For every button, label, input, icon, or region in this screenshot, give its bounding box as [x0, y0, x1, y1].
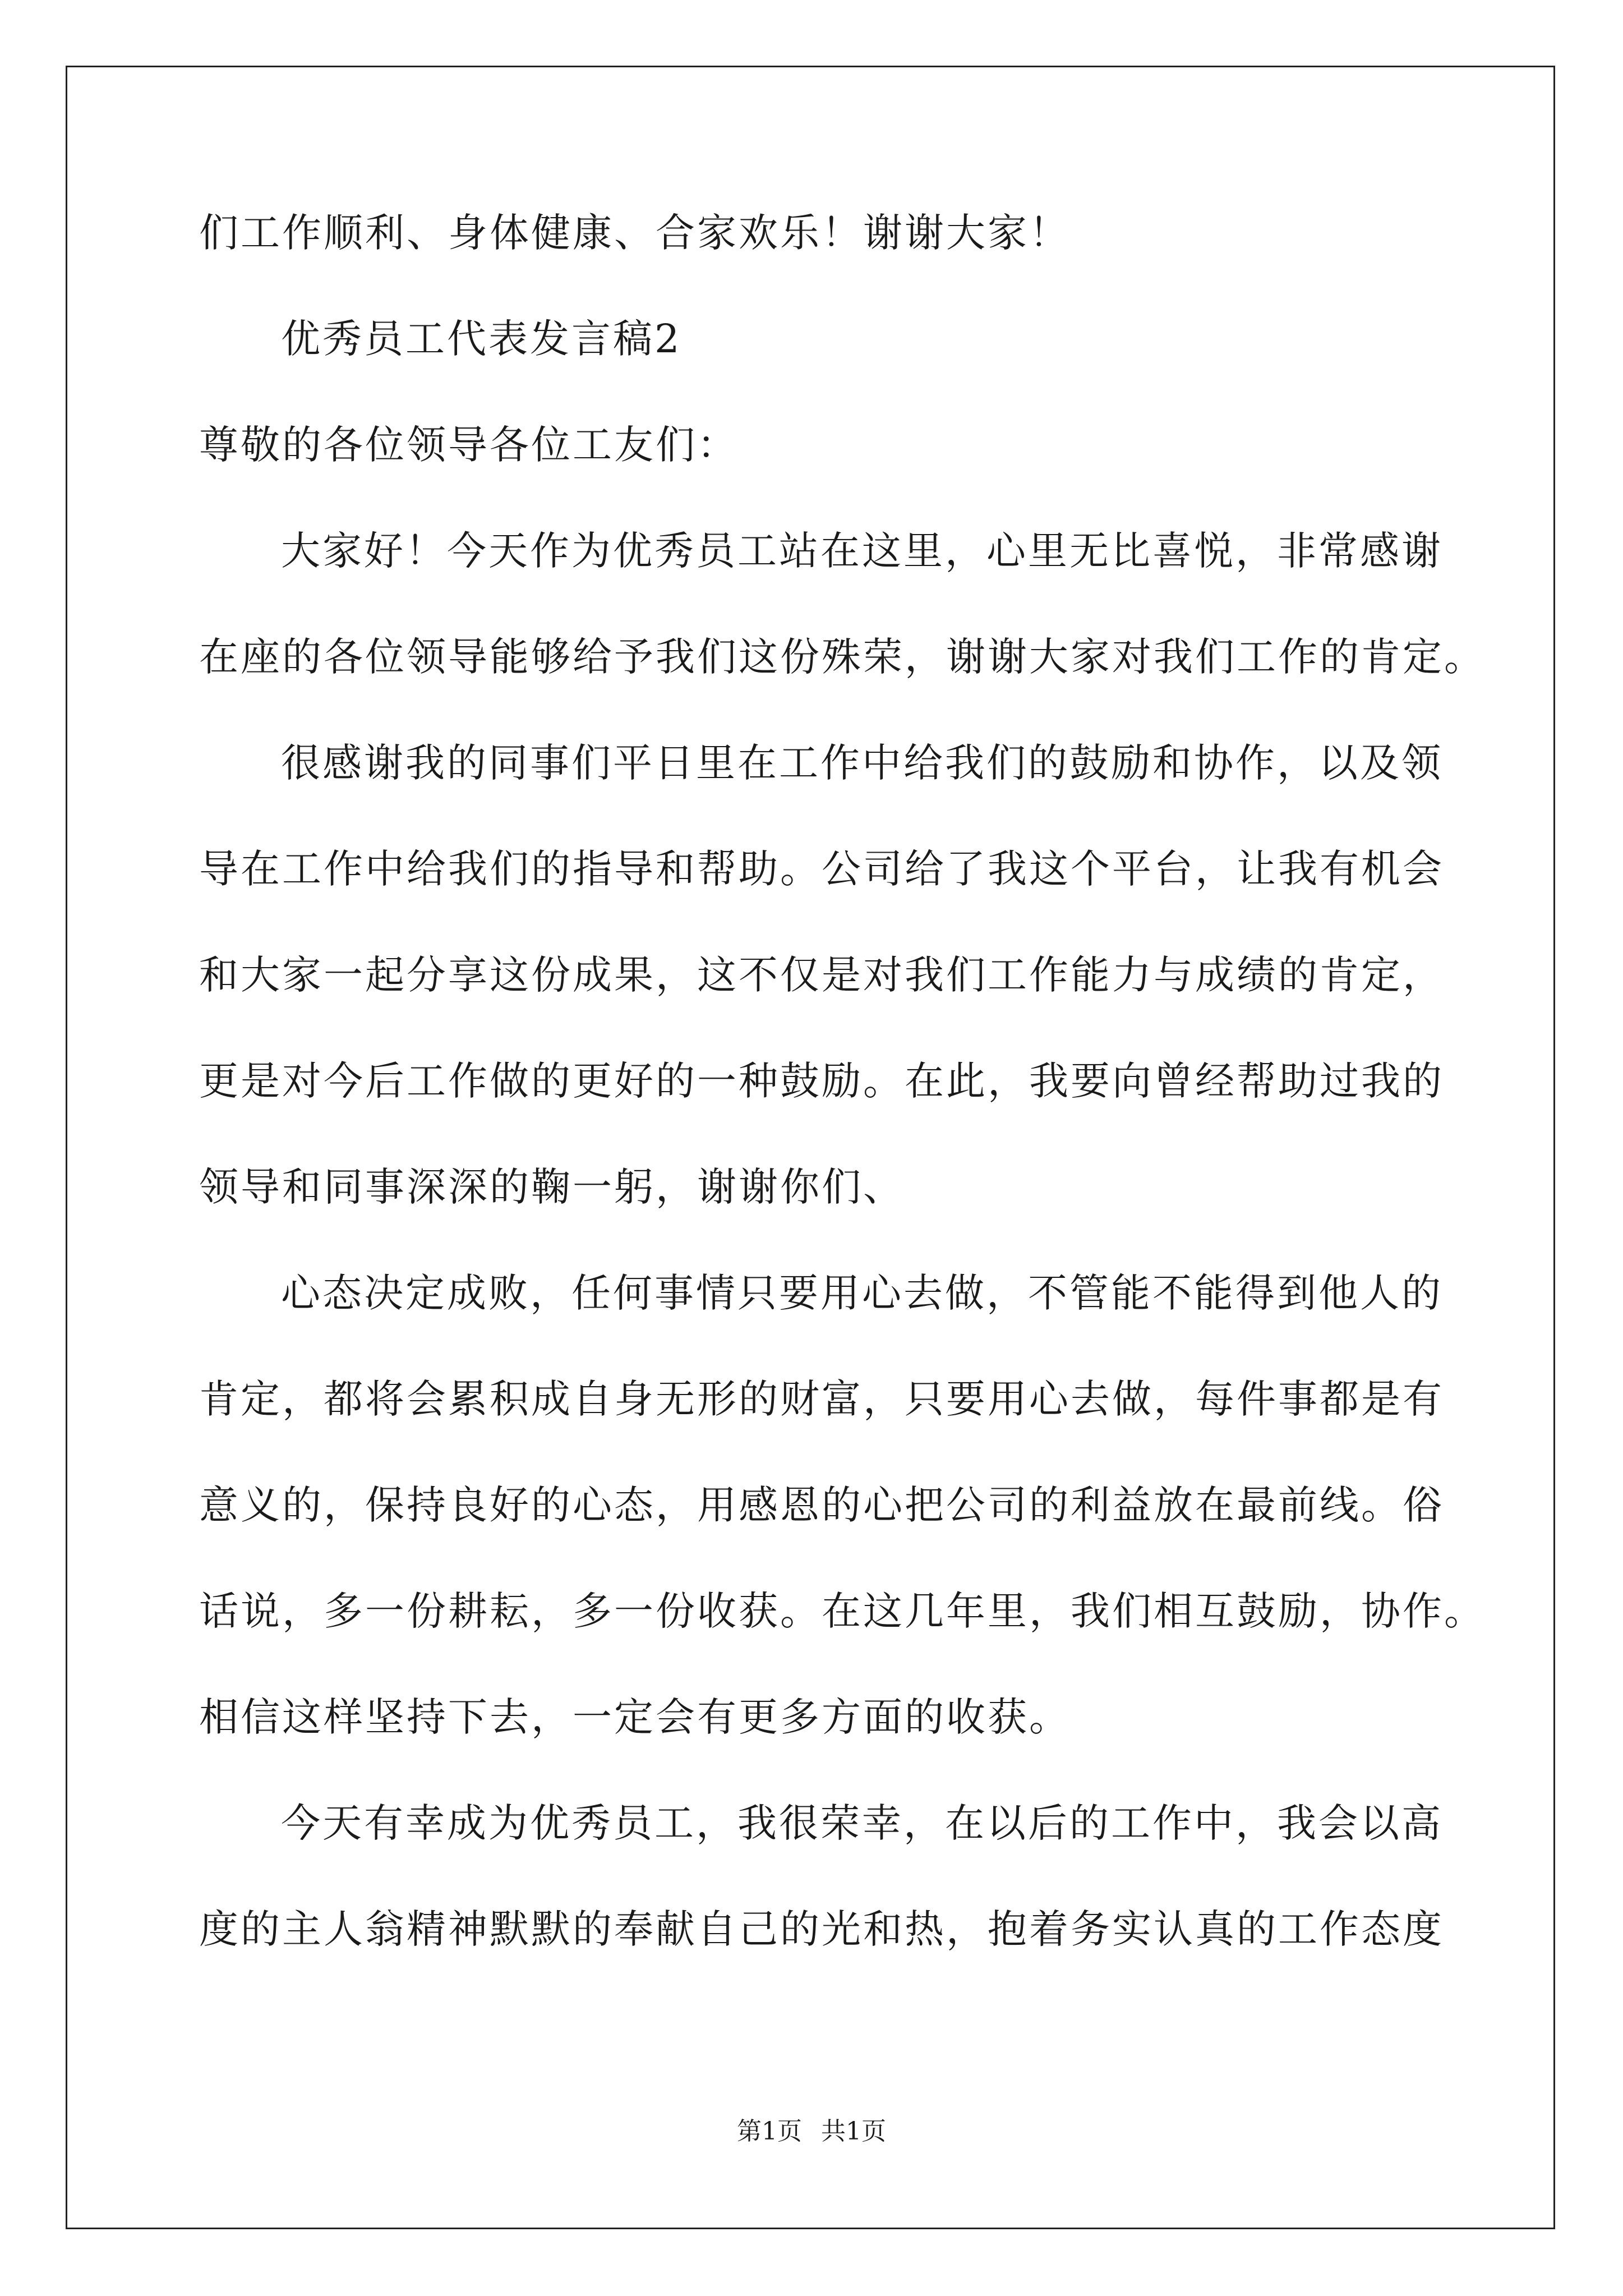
text-line: 们工作顺利、身体健康、合家欢乐！谢谢大家！: [199, 210, 1071, 256]
text-line: 度的主人翁精神默默的奉献自己的光和热，抱着务实认真的工作态度: [199, 1906, 1444, 1952]
text-line: 心态决定成败，任何事情只要用心去做，不管能不能得到他人的: [281, 1270, 1443, 1316]
text-line: 话说，多一份耕耘，多一份收获。在这几年里，我们相互鼓励，协作。: [199, 1588, 1486, 1634]
text-line: 相信这样坚持下去，一定会有更多方面的收获。: [199, 1694, 1071, 1740]
text-line: 导在工作中给我们的指导和帮助。公司给了我这个平台，让我有机会: [199, 846, 1444, 892]
text-line: 肯定，都将会累积成自身无形的财富，只要用心去做，每件事都是有: [199, 1376, 1444, 1422]
text-line: 今天有幸成为优秀员工，我很荣幸，在以后的工作中，我会以高: [281, 1800, 1443, 1846]
text-line: 意义的，保持良好的心态，用感恩的心把公司的利益放在最前线。俗: [199, 1482, 1444, 1528]
text-line: 大家好！今天作为优秀员工站在这里，心里无比喜悦，非常感谢: [281, 528, 1443, 574]
text-line: 很感谢我的同事们平日里在工作中给我们的鼓励和协作，以及领: [281, 740, 1443, 786]
text-line: 和大家一起分享这份成果，这不仅是对我们工作能力与成绩的肯定，: [199, 952, 1444, 998]
text-line: 在座的各位领导能够给予我们这份殊荣，谢谢大家对我们工作的肯定。: [199, 634, 1486, 680]
page-number: 第1页: [737, 2117, 802, 2146]
text-line: 领导和同事深深的鞠一躬，谢谢你们、: [199, 1164, 905, 1210]
text-line: 更是对今后工作做的更好的一种鼓励。在此，我要向曾经帮助过我的: [199, 1058, 1444, 1104]
page-total: 共1页: [821, 2117, 886, 2146]
page-footer: [0, 2115, 1623, 2148]
salutation: 尊敬的各位领导各位工友们：: [199, 422, 739, 468]
section-heading: 优秀员工代表发言稿2: [281, 316, 682, 362]
